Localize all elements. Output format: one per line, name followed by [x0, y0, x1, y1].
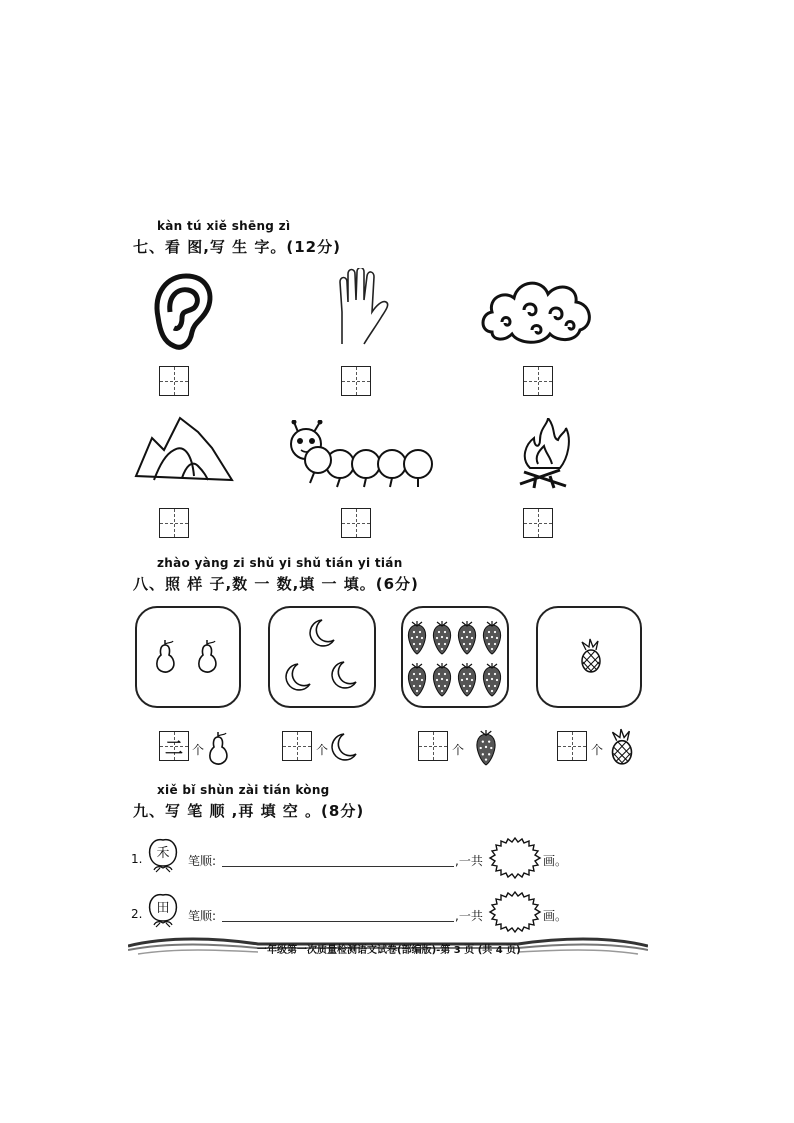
peach-char: 田 — [156, 901, 170, 916]
pear-icon — [153, 638, 177, 674]
moon-icon — [308, 618, 336, 648]
answer-box-hand[interactable] — [341, 366, 371, 396]
section7-heading: 七、看 图,写 生 字。(12分) — [133, 238, 341, 256]
answer-box-mountain[interactable] — [159, 508, 189, 538]
pear-icon — [195, 638, 219, 674]
moon-icon — [330, 732, 358, 762]
peach-char: 禾 — [156, 846, 170, 861]
answer-box-ear[interactable] — [159, 366, 189, 396]
picture-box-moons — [268, 606, 376, 708]
example-answer: 二 — [165, 738, 183, 759]
section8-pinyin: zhào yàng zi shǔ yi shǔ tián yi tián — [157, 556, 403, 570]
hand-icon — [330, 268, 392, 348]
strokes-unit: 画。 — [543, 909, 568, 923]
footer-text: 一年级第一次质量检测语文试卷(部编版)-第 3 页 (共 4 页) — [257, 945, 521, 956]
answer-box-strawberries[interactable] — [418, 731, 448, 761]
pineapple-icon — [578, 638, 604, 674]
starburst-icon[interactable] — [487, 836, 543, 880]
unit-label: 个 — [452, 743, 465, 757]
stroke-order-input[interactable] — [222, 866, 454, 867]
strawberry-icon — [474, 729, 498, 767]
strawberry-grid — [406, 618, 506, 700]
moon-icon — [284, 662, 312, 692]
stroke-order-input[interactable] — [222, 921, 454, 922]
strawberry-icon — [483, 663, 500, 696]
picture-box-strawberries — [401, 606, 509, 708]
answer-box-caterpillar[interactable] — [341, 508, 371, 538]
answer-box-pears[interactable] — [159, 731, 189, 761]
answer-box-moons[interactable] — [282, 731, 312, 761]
answer-box-fire[interactable] — [523, 508, 553, 538]
strawberry-icon — [408, 621, 425, 654]
strokes-unit: 画。 — [543, 854, 568, 868]
section9-pinyin: xiě bǐ shùn zài tián kòng — [157, 783, 330, 797]
unit-label: 个 — [316, 743, 329, 757]
ear-icon — [148, 272, 218, 352]
strawberry-icon — [458, 621, 475, 654]
pineapple-icon — [608, 728, 636, 766]
mountain-icon — [134, 414, 234, 486]
total-label: ,一共 — [455, 854, 483, 868]
cloud-icon — [478, 270, 598, 350]
pear-icon — [206, 730, 230, 766]
stroke-order-label: 笔顺: — [188, 909, 217, 923]
strawberry-icon — [433, 621, 450, 654]
picture-box-pineapple — [536, 606, 642, 708]
item-number: 1. — [131, 852, 143, 866]
section7-pinyin: kàn tú xiě shēng zì — [157, 219, 291, 233]
starburst-icon[interactable] — [487, 890, 543, 934]
strawberry-icon — [458, 663, 475, 696]
section8-heading: 八、照 样 子,数 一 数,填 一 填。(6分) — [133, 575, 419, 593]
strawberry-icon — [483, 621, 500, 654]
total-label: ,一共 — [455, 909, 483, 923]
stroke-order-label: 笔顺: — [188, 854, 217, 868]
unit-label: 个 — [591, 743, 604, 757]
answer-box-cloud[interactable] — [523, 366, 553, 396]
strawberry-icon — [408, 663, 425, 696]
strawberry-icon — [433, 663, 450, 696]
moon-icon — [330, 660, 358, 690]
unit-label: 个 — [192, 743, 205, 757]
section9-heading: 九、写 笔 顺 ,再 填 空 。(8分) — [133, 802, 365, 820]
picture-box-pears — [135, 606, 241, 708]
answer-box-pineapple[interactable] — [557, 731, 587, 761]
fire-icon — [514, 418, 574, 490]
item-number: 2. — [131, 907, 143, 921]
caterpillar-icon — [284, 420, 444, 492]
